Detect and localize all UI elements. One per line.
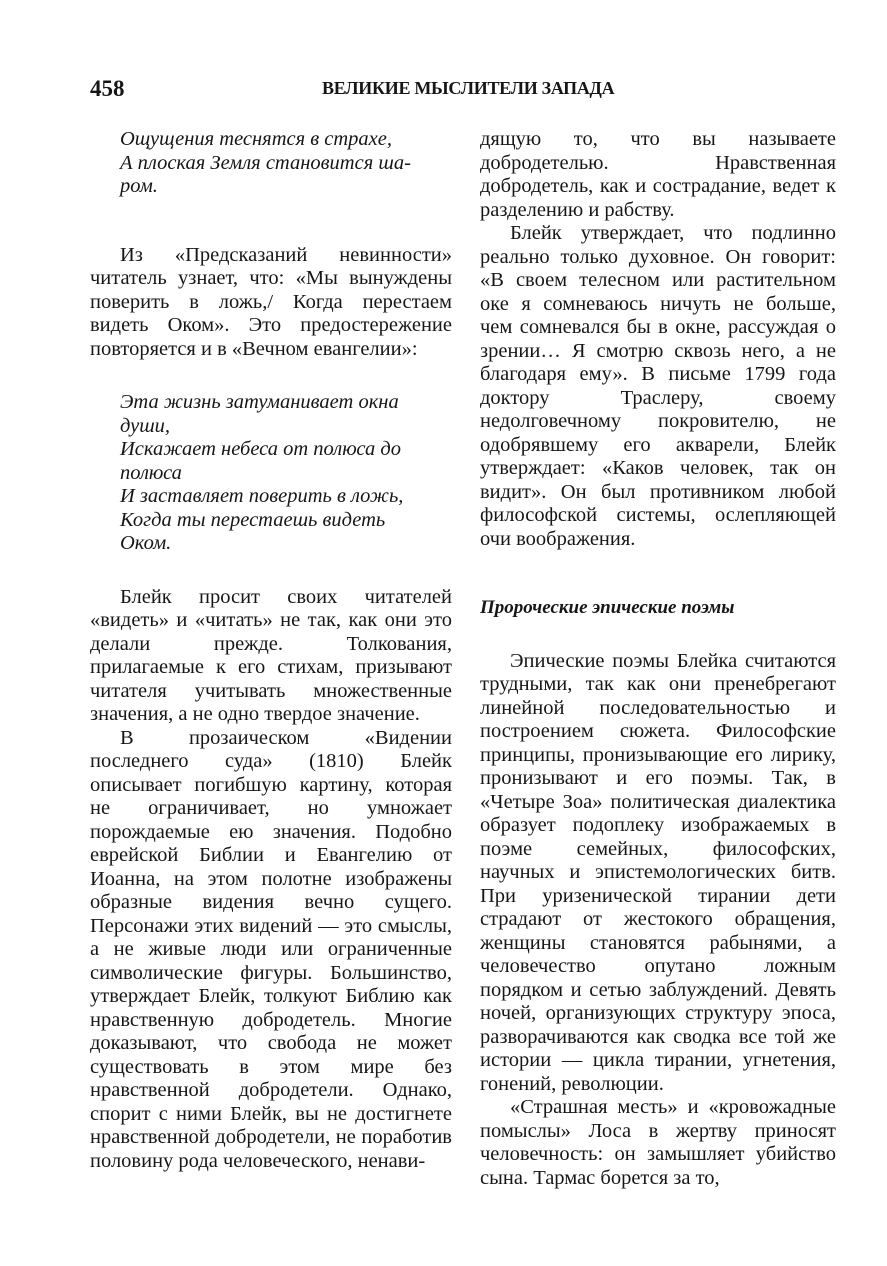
verse-line: Ощущения теснятся в страхе, <box>120 128 393 150</box>
verse-quote-2 <box>90 391 452 556</box>
section-heading: Пророческие эпические поэмы <box>480 597 735 618</box>
verse-quote-1 <box>90 128 452 199</box>
verse-line: А плоская Земля становится ша- <box>120 151 411 174</box>
verse-line: полюса <box>120 461 182 484</box>
verse-line: души, <box>120 414 171 437</box>
verse-line: Оком. <box>120 532 172 554</box>
right-column <box>480 128 836 1190</box>
left-column <box>90 128 452 1173</box>
paragraph: «Страшная месть» и «кровожадные помыслы» Лоса в жертву приносят человечность: он замышляет убийство сына. Тармас борется за то, <box>480 1096 836 1189</box>
verse-line: ром. <box>120 175 158 197</box>
paragraph: Эпические поэмы Блейка считаются трудными, так как они пренебрегают линейной последовательностью и построением сюжета. Философские принципы, пронизывающие его лирику, пронизывают и его поэмы. Так, в «Четыре Зоа» политическая диалектика образует подоплеку изображаемых в поэме семейных, философских, научных и эпистемологических битв. При уризенической тирании дети страдают от жестокого обращения, женщины становятся рабынями, а человечество опутано ложным порядком и сетью заблуждений. Девять ночей, организующих структуру эпоса, разворачиваются как сводка все той же истории — цикла тирании, угнетения, гонений, революции. <box>480 649 836 1095</box>
verse-line: Когда ты перестаешь видеть <box>120 508 386 531</box>
paragraph: В прозаическом «Видении последнего суда» (1810) Блейк описывает погибшую картину, которая не ограничивает, но умножает порождаемые ею значения. Подобно еврейской Библии и Евангелию от Иоанна, на этом полотне изображены образные видения вечно сущего. Персонажи этих видений — это смыслы, а не живые люди или ограниченные символические фигуры. Большинство, утверждает Блейк, толкуют Библию как нравственную добродетель. Многие доказывают, что свобода не может существовать в этом мире без нравственной добродетели. Однако, спорит с ними Блейк, вы не достигнете нравственной добродетели, не поработив половину рода человеческого, ненави- <box>90 726 452 1172</box>
page-header <box>90 76 835 106</box>
paragraph: Блейк просит своих читателей «видеть» и «читать» не так, как они это делали прежде. Толкования, прилагаемые к его стихам, призывают читателя учитывать множественные значения, а не одно твердое значение. <box>90 585 452 725</box>
verse-line: Эта жизнь затуманивает окна <box>120 391 399 413</box>
paragraph: дящую то, что вы называете добродетелью. Нравственная добродетель, как и сострадание, ведет к разделению и рабству. <box>480 128 836 221</box>
verse-line: Искажает небеса от полюса до <box>120 438 401 460</box>
paragraph: Из «Предсказаний невинности» читатель узнает, что: «Мы вынуждены поверить в ложь,/ Когда перестаем видеть Оком». Это предостережение повторяется и в «Вечном евангелии»: <box>90 243 452 360</box>
page-number: 458 <box>90 76 125 101</box>
paragraph: Блейк утверждает, что подлинно реально только духовное. Он говорит: «В своем телесном или растительном оке я сомневаюсь ничуть не больше, чем сомневался бы в окне, рассуждая о зрении… Я смотрю сквозь него, а не благодаря ему». В письме 1799 года доктору Трaслеру, своему недолговечному покровителю, не одобрявшему его акварели, Блейк утверждает: «Каков человек, так он видит». Он был противником любой философской системы, ослепляющей очи воображения. <box>480 222 836 550</box>
running-title: ВЕЛИКИЕ МЫСЛИТЕЛИ ЗАПАДА <box>322 78 615 98</box>
verse-line: И заставляет поверить в ложь, <box>120 485 404 507</box>
